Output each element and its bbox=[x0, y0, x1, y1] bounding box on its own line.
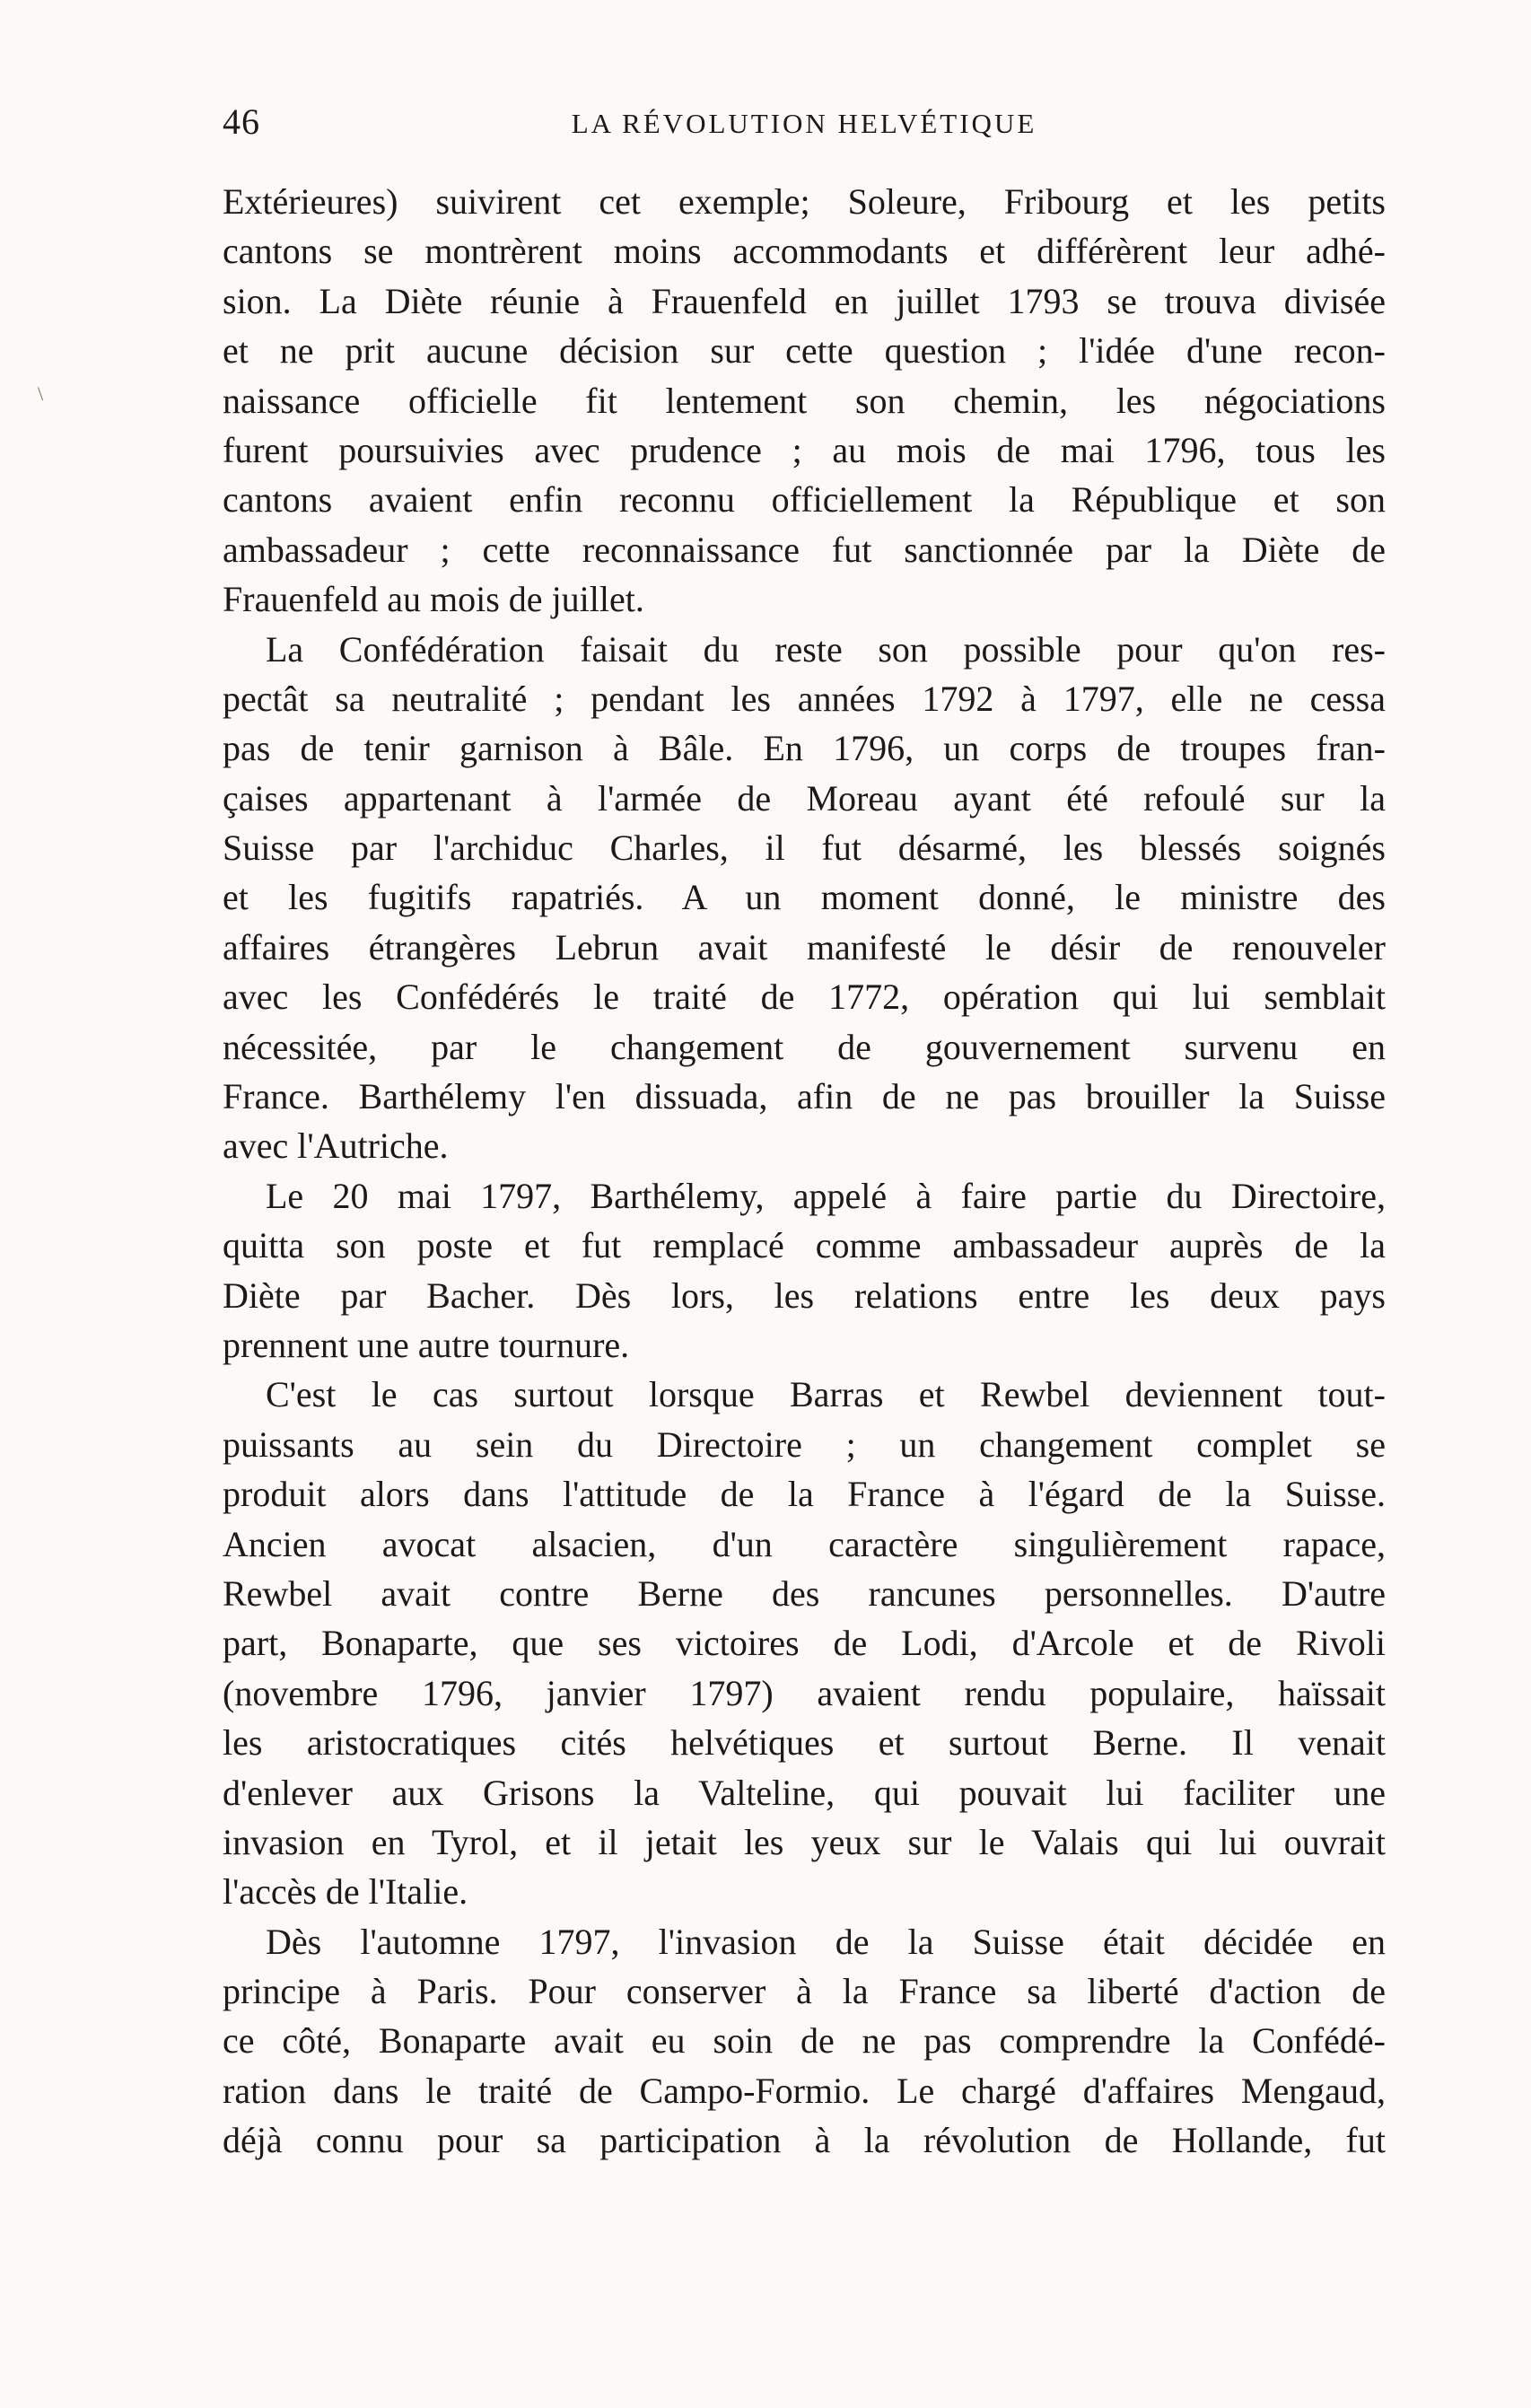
text-line: pectât sa neutralité ; pendant les années 1792 à 1797, elle ne cessa bbox=[223, 678, 1386, 719]
text-line: La Confédération faisait du reste son possible pour qu'on res- bbox=[266, 628, 1386, 670]
text-line: C'est le cas surtout lorsque Barras et Rewbel deviennent tout- bbox=[266, 1374, 1386, 1415]
text-line: avec les Confédérés le traité de 1772, opération qui lui semblait bbox=[223, 976, 1386, 1018]
text-line: affaires étrangères Lebrun avait manifesté le désir de renouveler bbox=[223, 926, 1386, 968]
text-line: avec l'Autriche. bbox=[223, 1125, 449, 1167]
body-text bbox=[223, 177, 1386, 2166]
text-line: sion. La Diète réunie à Frauenfeld en juillet 1793 se trouva divisée bbox=[223, 280, 1386, 321]
text-line: Rewbel avait contre Berne des rancunes personnelles. D'autre bbox=[223, 1572, 1386, 1614]
page-number: 46 bbox=[223, 101, 260, 142]
text-line: Suisse par l'archiduc Charles, il fut désarmé, les blessés soignés bbox=[223, 827, 1386, 869]
text-line: pas de tenir garnison à Bâle. En 1796, un corps de troupes fran- bbox=[223, 728, 1386, 769]
text-line: France. Barthélemy l'en dissuada, afin de ne pas brouiller la Suisse bbox=[223, 1076, 1386, 1117]
text-line: invasion en Tyrol, et il jetait les yeux sur le Valais qui lui ouvrait bbox=[223, 1821, 1386, 1862]
text-line: cantons se montrèrent moins accommodants et différèrent leur adhé- bbox=[223, 231, 1386, 272]
text-line: produit alors dans l'attitude de la France à l'égard de la Suisse. bbox=[223, 1474, 1386, 1515]
text-line: Diète par Bacher. Dès lors, les relations entre les deux pays bbox=[223, 1274, 1386, 1316]
margin-mark: \ bbox=[38, 382, 44, 405]
text-line: Dès l'automne 1797, l'invasion de la Suisse était décidée en bbox=[266, 1921, 1386, 1962]
text-line: quitta son poste et fut remplacé comme ambassadeur auprès de la bbox=[223, 1225, 1386, 1266]
text-line: puissants au sein du Directoire ; un changement complet se bbox=[223, 1423, 1386, 1465]
text-line: Frauenfeld au mois de juillet. bbox=[223, 579, 644, 620]
text-line: ce côté, Bonaparte avait eu soin de ne pas comprendre la Confédé- bbox=[223, 2020, 1386, 2062]
text-line: ambassadeur ; cette reconnaissance fut sanctionnée par la Diète de bbox=[223, 529, 1386, 570]
text-line: Le 20 mai 1797, Barthélemy, appelé à faire partie du Directoire, bbox=[266, 1175, 1386, 1216]
text-line: l'accès de l'Italie. bbox=[223, 1871, 468, 1913]
text-line: (novembre 1796, janvier 1797) avaient rendu populaire, haïssait bbox=[223, 1672, 1386, 1713]
page-header bbox=[223, 101, 1386, 154]
running-title: LA RÉVOLUTION HELVÉTIQUE bbox=[571, 108, 1037, 139]
text-line: d'enlever aux Grisons la Valteline, qui pouvait lui faciliter une bbox=[223, 1772, 1386, 1813]
text-line: et les fugitifs rapatriés. A un moment donné, le ministre des bbox=[223, 877, 1386, 918]
text-line: prennent une autre tournure. bbox=[223, 1324, 630, 1365]
text-line: çaises appartenant à l'armée de Moreau ayant été refoulé sur la bbox=[223, 777, 1386, 819]
text-line: et ne prit aucune décision sur cette question ; l'idée d'une recon- bbox=[223, 330, 1386, 372]
text-line: principe à Paris. Pour conserver à la France sa liberté d'action de bbox=[223, 1971, 1386, 2012]
text-line: part, Bonaparte, que ses victoires de Lodi, d'Arcole et de Rivoli bbox=[223, 1623, 1386, 1664]
text-line: déjà connu pour sa participation à la révolution de Hollande, fut bbox=[223, 2120, 1386, 2161]
text-line: nécessitée, par le changement de gouvernement survenu en bbox=[223, 1026, 1386, 1067]
text-line: les aristocratiques cités helvétiques et surtout Berne. Il venait bbox=[223, 1722, 1386, 1764]
text-line: furent poursuivies avec prudence ; au mois de mai 1796, tous les bbox=[223, 429, 1386, 470]
text-line: ration dans le traité de Campo-Formio. Le chargé d'affaires Mengaud, bbox=[223, 2070, 1386, 2111]
text-line: cantons avaient enfin reconnu officiellement la République et son bbox=[223, 479, 1386, 521]
text-line: naissance officielle fit lentement son chemin, les négociations bbox=[223, 380, 1386, 421]
text-line: Ancien avocat alsacien, d'un caractère singulièrement rapace, bbox=[223, 1523, 1386, 1564]
text-line: Extérieures) suivirent cet exemple; Soleure, Fribourg et les petits bbox=[223, 181, 1386, 222]
